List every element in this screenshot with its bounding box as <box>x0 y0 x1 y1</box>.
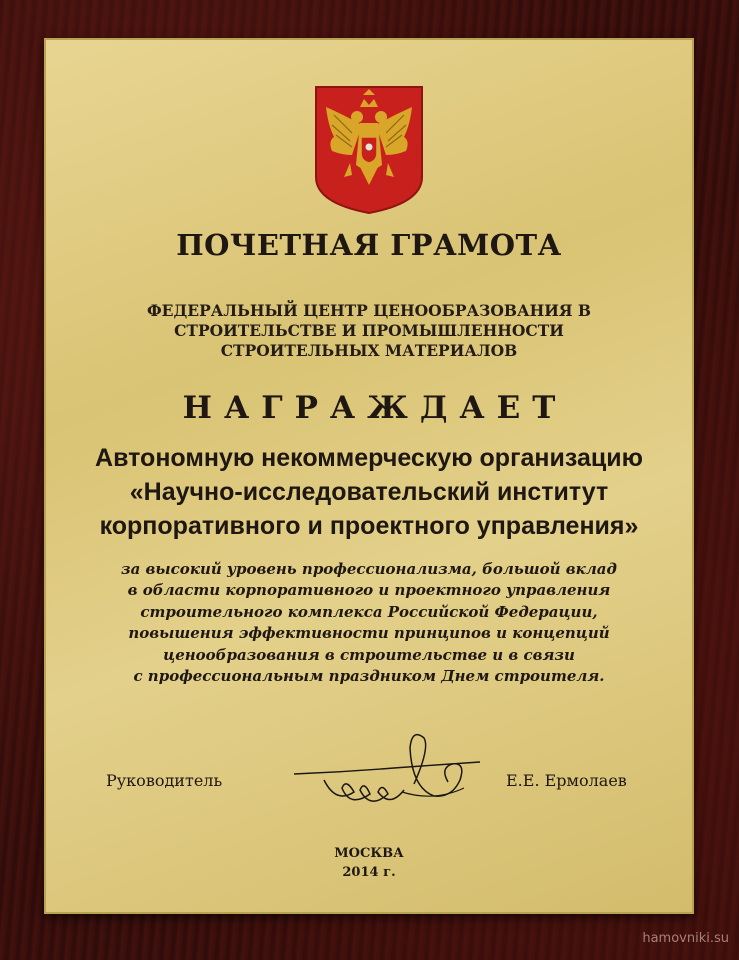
issuer-line: СТРОИТЕЛЬСТВЕ И ПРОМЫШЛЕННОСТИ <box>174 321 564 340</box>
reason-line: строительного комплекса Российской Федерации, <box>140 602 598 621</box>
signer-name: Е.Е. Ермолаев <box>506 771 627 790</box>
watermark: hamovniki.su <box>642 931 729 946</box>
reason-line: за высокий уровень профессионализма, большой вклад <box>121 560 617 578</box>
year: 2014 г. <box>342 865 396 880</box>
coat-of-arms-icon <box>314 85 424 215</box>
certificate-plaque <box>44 38 694 914</box>
issuer-line: ФЕДЕРАЛЬНЫЙ ЦЕНТР ЦЕНООБРАЗОВАНИЯ В <box>146 301 592 320</box>
signer-title: Руководитель <box>106 771 223 790</box>
city: МОСКВА <box>334 846 404 861</box>
issue-place-date <box>44 844 694 882</box>
reason-line: ценообразования в строительстве и в связи <box>163 645 575 664</box>
reason-line: повышения эффективности принципов и концепций <box>128 624 610 643</box>
recipient-line: «Научно-исследовательский институт <box>129 478 609 506</box>
recipient-line: корпоративного и проектного управления» <box>99 512 639 540</box>
award-word: НАГРАЖДАЕТ <box>182 390 568 426</box>
recipient <box>44 441 694 543</box>
reason-line: в области корпоративного и проектного управления <box>127 581 611 600</box>
handwritten-signature <box>284 718 484 818</box>
reason-line: с профессиональным праздником Днем строителя. <box>133 667 605 686</box>
issuer-line: СТРОИТЕЛЬНЫХ МАТЕРИАЛОВ <box>220 341 518 360</box>
certificate-title: ПОЧЕТНАЯ ГРАМОТА <box>176 228 562 262</box>
issuer-organization <box>44 301 694 361</box>
award-reason <box>44 559 694 687</box>
recipient-line: Автономную некоммерческую организацию <box>95 444 643 472</box>
